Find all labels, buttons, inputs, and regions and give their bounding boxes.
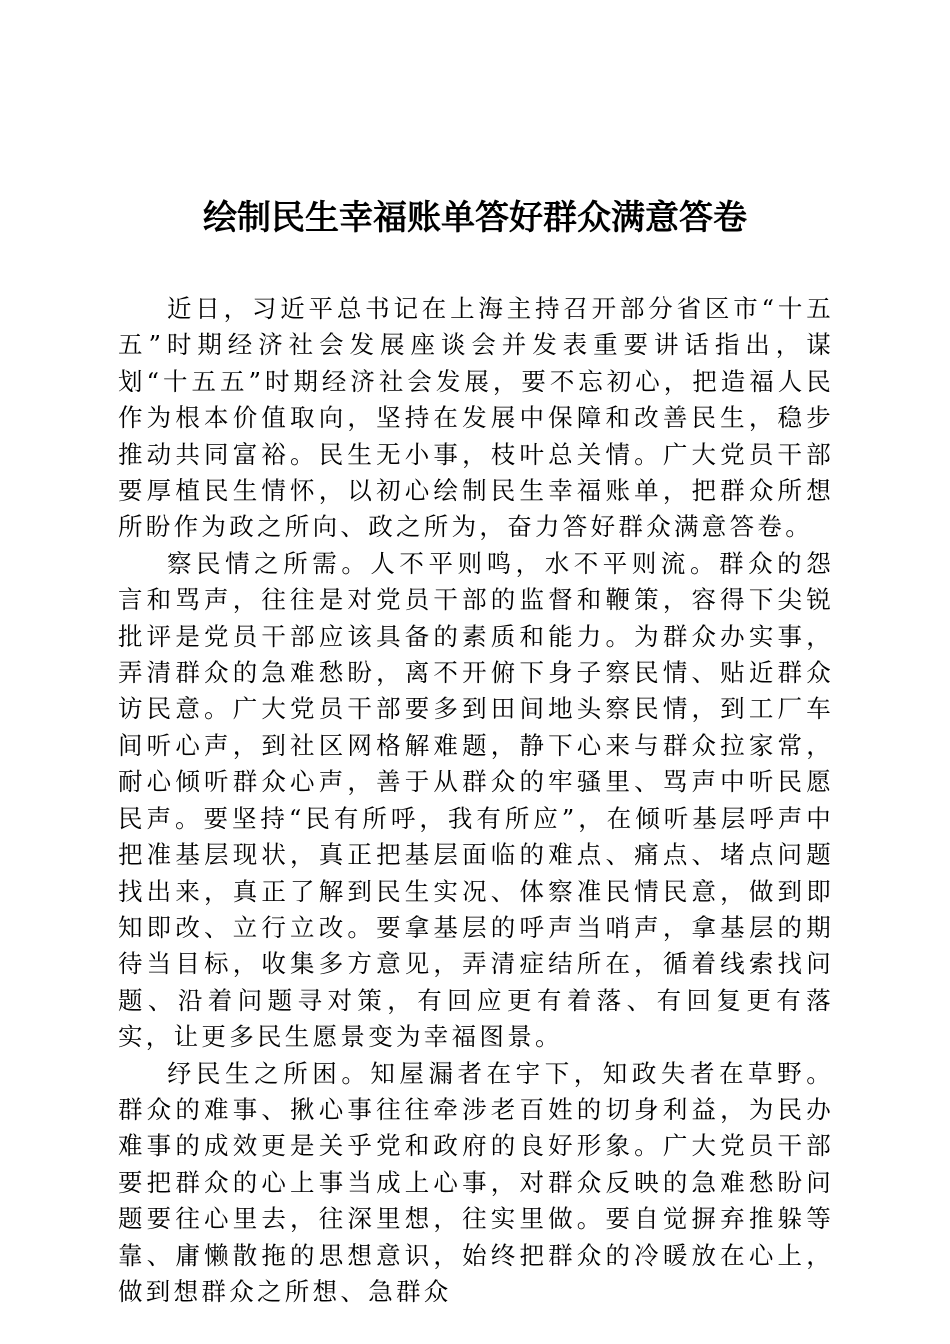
paragraph-relieve-difficulties: 纾民生之所困。知屋漏者在宇下，知政失者在草野。群众的难事、揪心事往往牵涉老百姓的切身利益，为民办难事的成效更是关乎党和政府的良好形象。广大党员干部要把群众的心上事当成上心事，对群众反映的急难愁盼问题要往心里去，往深里想，往实里做。要自觉摒弃推躲等靠、庸懒散拖的思想意识，始终把群众的冷暖放在心上，做到想群众之所想、急群众 <box>118 1058 834 1306</box>
paragraph-understand-needs: 察民情之所需。人不平则鸣，水不平则流。群众的怨言和骂声，往往是对党员干部的监督和鞭策，容得下尖锐批评是党员干部应该具备的素质和能力。为群众办实事，弄清群众的急难愁盼，离不开俯下身子察民情、贴近群众访民意。广大党员干部要多到田间地头察民情，到工厂车间听心声，到社区网格解难题，静下心来与群众拉家常，耐心倾听群众心声，善于从群众的牢骚里、骂声中听民愿民声。要坚持“民有所呼，我有所应”，在倾听基层呼声中把准基层现状，真正把基层面临的难点、痛点、堵点问题找出来，真正了解到民生实况、体察准民情民意，做到即知即改、立行立改。要拿基层的呼声当哨声，拿基层的期待当目标，收集多方意见，弄清症结所在，循着线索找问题、沿着问题寻对策，有回应更有着落、有回复更有落实，让更多民生愿景变为幸福图景。 <box>118 548 834 1052</box>
document-body <box>118 291 834 1310</box>
paragraph-intro: 近日，习近平总书记在上海主持召开部分省区市“十五五”时期经济社会发展座谈会并发表重要讲话指出，谋划“十五五”时期经济社会发展，要不忘初心，把造福人民作为根本价值取向，坚持在发展中保障和改善民生，稳步推动共同富裕。民生无小事，枝叶总关情。广大党员干部要厚植民生情怀，以初心绘制民生幸福账单，把群众所想所盼作为政之所向、政之所为，奋力答好群众满意答卷。 <box>118 294 834 542</box>
document-title: 绘制民生幸福账单答好群众满意答卷 <box>203 198 747 238</box>
